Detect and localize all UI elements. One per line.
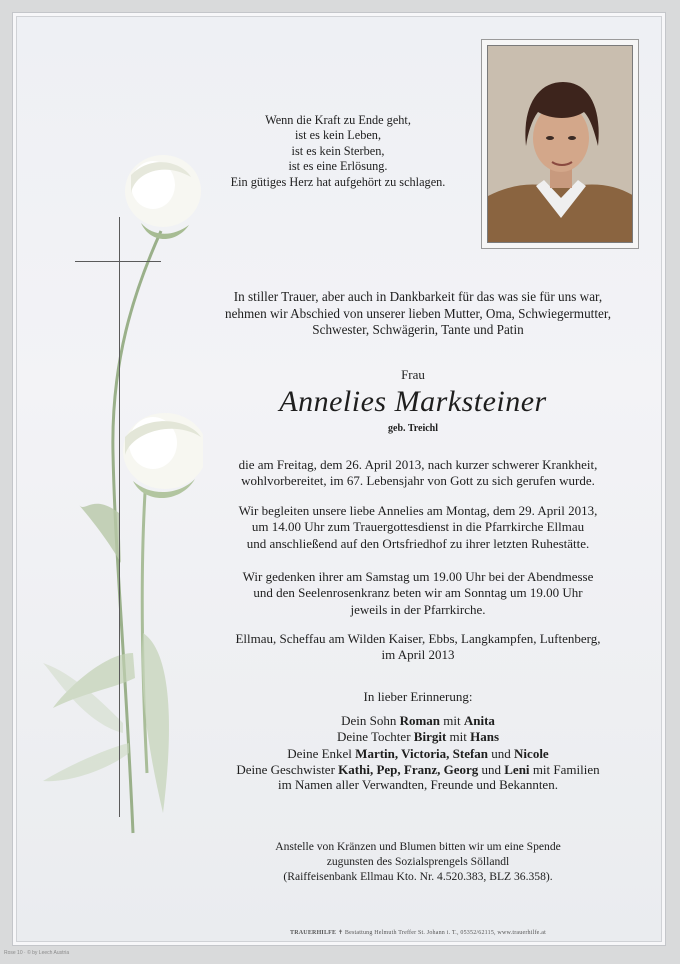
family-member-name: Hans: [470, 729, 500, 745]
maiden-name: geb. Treichl: [388, 423, 438, 434]
family-member-name: Roman: [399, 713, 441, 728]
verse-line: ist es kein Sterben,: [291, 143, 385, 158]
funeral-details: [193, 503, 643, 552]
family-text: Deine Enkel: [287, 745, 356, 761]
parte-card: [12, 12, 666, 946]
mass-line: und den Seelenrosenkranz beten wir am Sonntag um 19.00 Uhr: [253, 585, 583, 601]
family-member-name: Leni: [504, 761, 530, 777]
death-notice-line: wohlvorbereitet, im 67. Lebensjahr von Gott zu sich gerufen wurde.: [241, 473, 595, 489]
note-line: (Raiffeisenbank Ellmau Kto. Nr. 4.520.383, BLZ 36.358).: [283, 870, 553, 884]
mass-details: [193, 569, 643, 618]
verse-line: ist es eine Erlösung.: [288, 159, 388, 174]
donation-note: [213, 839, 623, 885]
verse-line: Wenn die Kraft zu Ende geht,: [265, 113, 411, 127]
family-text: Deine Tochter: [336, 729, 414, 745]
cross-vertical-bar: [119, 217, 120, 817]
memorial-verse: [213, 113, 463, 190]
note-line: Anstelle von Kränzen und Blumen bitten wir um eine Spende: [275, 840, 561, 853]
family-list: [193, 713, 643, 778]
deceased-name: Annelies Marksteiner: [279, 385, 547, 418]
undertaker-brand: TRAUERHILFE: [290, 930, 337, 936]
places-line: im April 2013: [381, 647, 455, 663]
family-grandchildren-line: [193, 746, 643, 762]
cross-horizontal-bar: [75, 261, 161, 262]
intro-line: Schwester, Schwägerin, Tante und Patin: [312, 322, 524, 337]
family-member-name: Birgit: [413, 729, 447, 745]
verse-line: ist es kein Leben,: [294, 128, 382, 143]
death-notice-line: die am Freitag, dem 26. April 2013, nach kurzer schwerer Krankheit,: [238, 457, 598, 472]
family-text: und: [478, 761, 505, 777]
print-credit: Rose 10 · © by Leech Austria: [4, 950, 70, 956]
undertaker-details: Bestattung Helmuth Treffer St. Johann i. T., 05352/62115, www.trauerhilfe.at: [344, 930, 546, 936]
note-line: zugunsten des Sozialsprengels Söllandl: [326, 855, 510, 869]
family-siblings-line: [193, 762, 643, 778]
mass-line: jeweils in der Pfarrkirche.: [350, 601, 486, 617]
undertaker-footer: [213, 929, 623, 936]
portrait-photo: [487, 45, 633, 243]
places-date: [193, 631, 643, 664]
salutation: Frau: [401, 367, 425, 382]
intro-line: In stiller Trauer, aber auch in Dankbarkeit für das was sie für uns war,: [233, 289, 603, 304]
remembrance-heading: In lieber Erinnerung:: [363, 689, 473, 704]
death-notice: [193, 457, 643, 490]
family-member-name: Nicole: [514, 745, 549, 761]
portrait-frame: [481, 39, 639, 249]
family-member-name: Anita: [463, 713, 495, 728]
mass-line: Wir gedenken ihrer am Samstag um 19.00 Uhr bei der Abendmesse: [242, 569, 594, 584]
cross-icon: ✝: [337, 930, 344, 936]
family-text: Deine Geschwister: [236, 761, 339, 777]
funeral-line: um 14.00 Uhr zum Trauergottesdienst in die Pfarrkirche Ellmau: [251, 519, 585, 535]
family-member-name: Martin, Victoria, Stefan: [355, 745, 489, 761]
funeral-line: und anschließend auf den Ortsfriedhof zu ihrer letzten Ruhestätte.: [246, 535, 590, 551]
verse-line: Ein gütiges Herz hat aufgehört zu schlagen.: [230, 174, 446, 189]
funeral-line: Wir begleiten unsere liebe Annelies am Montag, dem 29. April 2013,: [238, 503, 598, 518]
intro-text: [193, 289, 643, 339]
family-member-name: Kathi, Pep, Franz, Georg: [338, 761, 479, 777]
portrait-image: [488, 46, 633, 243]
family-son-line: [193, 713, 643, 729]
family-text: mit: [440, 713, 464, 728]
intro-line: nehmen wir Abschied von unserer lieben Mutter, Oma, Schwiegermutter,: [224, 305, 612, 321]
family-text: und: [488, 745, 515, 761]
places-line: Ellmau, Scheffau am Wilden Kaiser, Ebbs, Langkampfen, Luftenberg,: [235, 631, 601, 646]
family-text: mit Familien: [529, 761, 600, 777]
family-text: Dein Sohn: [341, 713, 400, 728]
white-rose-illustration: [23, 133, 203, 863]
family-daughter-line: [193, 729, 643, 745]
family-text: mit: [446, 729, 471, 745]
closing-line: im Namen aller Verwandten, Freunde und Bekannten.: [278, 777, 558, 792]
